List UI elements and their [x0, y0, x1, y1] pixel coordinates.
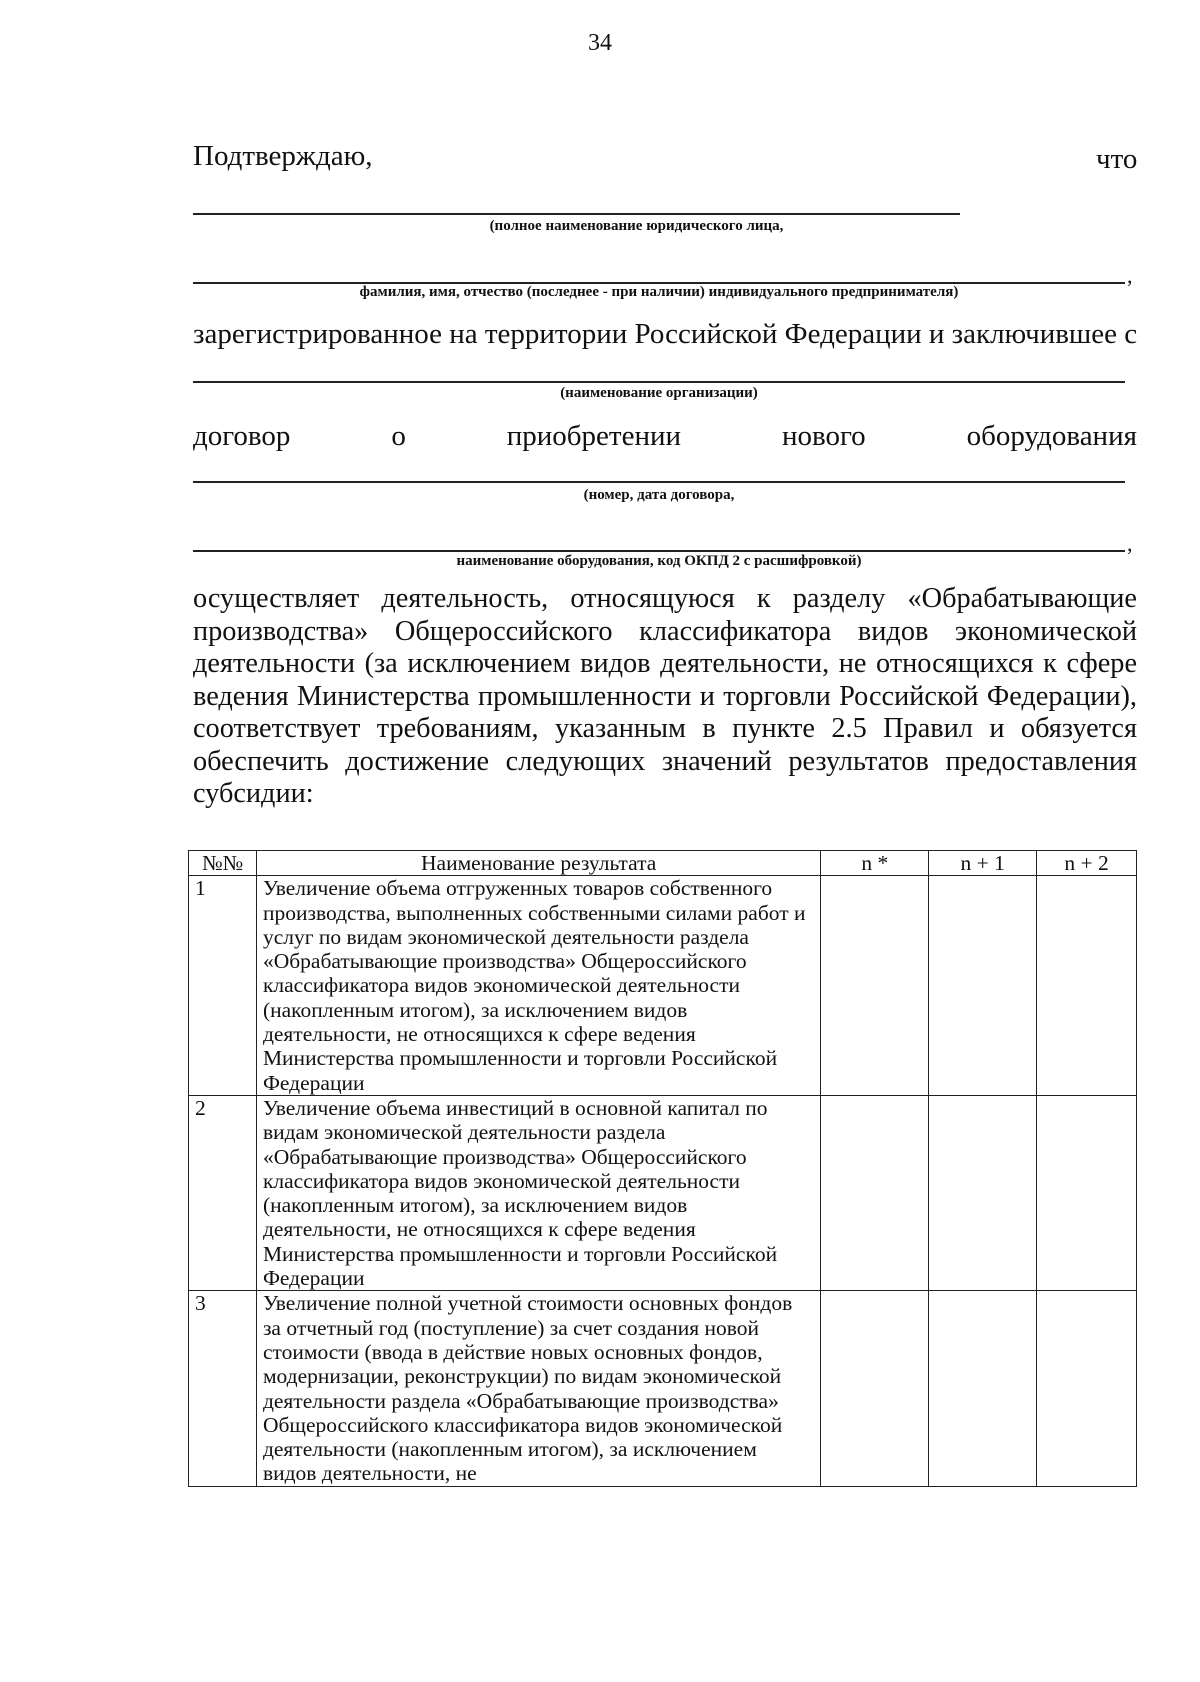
organization-blank-line	[193, 381, 1125, 383]
legal-name-caption: (полное наименование юридического лица,	[489, 218, 784, 234]
comma-mark: ,	[1127, 531, 1133, 556]
row-value-n	[821, 1291, 929, 1486]
row-result-name: Увеличение объема отгруженных товаров собственного производства, выполненных собственными силами работ и услуг по видам экономической деятельности раздела «Обрабатывающие производства» Общероссийского классификатора видов экономической деятельности (накопленным итогом), за исключением видов деятельности, не относящихся к сфере ведения Министерства промышленности и торговли Российской Федерации	[256, 876, 820, 1096]
equipment-blank-line	[193, 550, 1125, 552]
row-result-name: Увеличение полной учетной стоимости основных фондов за отчетный год (поступление) за счет создания новой стоимости (ввода в действие новых основных фондов, модернизации, реконструкции) по видам экономической деятельности раздела «Обрабатывающие производства» Общероссийского классификатора видов экономической деятельности (накопленным итогом), за исключением видов деятельности, не	[256, 1291, 820, 1486]
confirm-text: Подтверждаю,	[193, 140, 373, 172]
legal-name-blank-line	[193, 213, 960, 215]
table-header-row	[189, 851, 1137, 876]
results-table	[188, 850, 1137, 1487]
row-value-n-plus-2	[1037, 1095, 1137, 1290]
row-number: 3	[189, 1291, 257, 1486]
page-number: 34	[588, 30, 612, 56]
row-number: 1	[189, 876, 257, 1096]
person-name-caption: фамилия, имя, отчество (последнее - при наличии) индивидуального предпринимателя)	[359, 284, 959, 300]
contract-caption: (номер, дата договора,	[583, 487, 735, 503]
table-row	[189, 1095, 1137, 1290]
equipment-caption: наименование оборудования, код ОКПД 2 с расшифровкой)	[456, 553, 862, 569]
row-value-n	[821, 876, 929, 1096]
organization-caption: (наименование организации)	[560, 385, 758, 401]
row-value-n-plus-1	[929, 876, 1037, 1096]
row-value-n	[821, 1095, 929, 1290]
row-result-name: Увеличение объема инвестиций в основной капитал по видам экономической деятельности раздела «Обрабатывающие производства» Общероссийского классификатора видов экономической деятельности (накопленным итогом), за исключением видов деятельности, не относящихся к сфере ведения Министерства промышленности и торговли Российской Федерации	[256, 1095, 820, 1290]
header-result-name: Наименование результата	[256, 851, 820, 876]
table-row	[189, 876, 1137, 1096]
main-paragraph: осуществляет деятельность, относящуюся к разделу «Обрабатывающие производства» Общероссийского классификатора видов экономической деятельности (за исключением видов деятельности, не относящихся к сфере ведения Министерства промышленности и торговли Российской Федерации), соответствует требованиям, указанным в пункте 2.5 Правил и обязуется обеспечить достижение следующих значений результатов предоставления субсидии:	[193, 583, 1137, 809]
row-value-n-plus-2	[1037, 1291, 1137, 1486]
row-value-n-plus-1	[929, 1095, 1037, 1290]
table-row	[189, 1291, 1137, 1486]
header-n: n *	[821, 851, 929, 876]
header-number: №№	[189, 851, 257, 876]
comma-mark: ,	[1127, 263, 1133, 288]
contract-word: приобретении	[506, 420, 682, 452]
header-n-plus-1: n + 1	[929, 851, 1037, 876]
row-value-n-plus-1	[929, 1291, 1037, 1486]
row-number: 2	[189, 1095, 257, 1290]
header-n-plus-2: n + 2	[1037, 851, 1137, 876]
confirm-that-text: что	[1096, 143, 1138, 175]
contract-line	[193, 420, 1137, 453]
row-value-n-plus-2	[1037, 876, 1137, 1096]
registered-text: зарегистрированное на территории Российской Федерации и заключившее с	[193, 318, 1138, 350]
contract-word: договор	[193, 420, 291, 452]
contract-blank-line	[193, 481, 1125, 483]
contract-word: нового	[781, 420, 866, 452]
contract-word: о	[391, 420, 406, 452]
contract-word: оборудования	[966, 420, 1137, 452]
